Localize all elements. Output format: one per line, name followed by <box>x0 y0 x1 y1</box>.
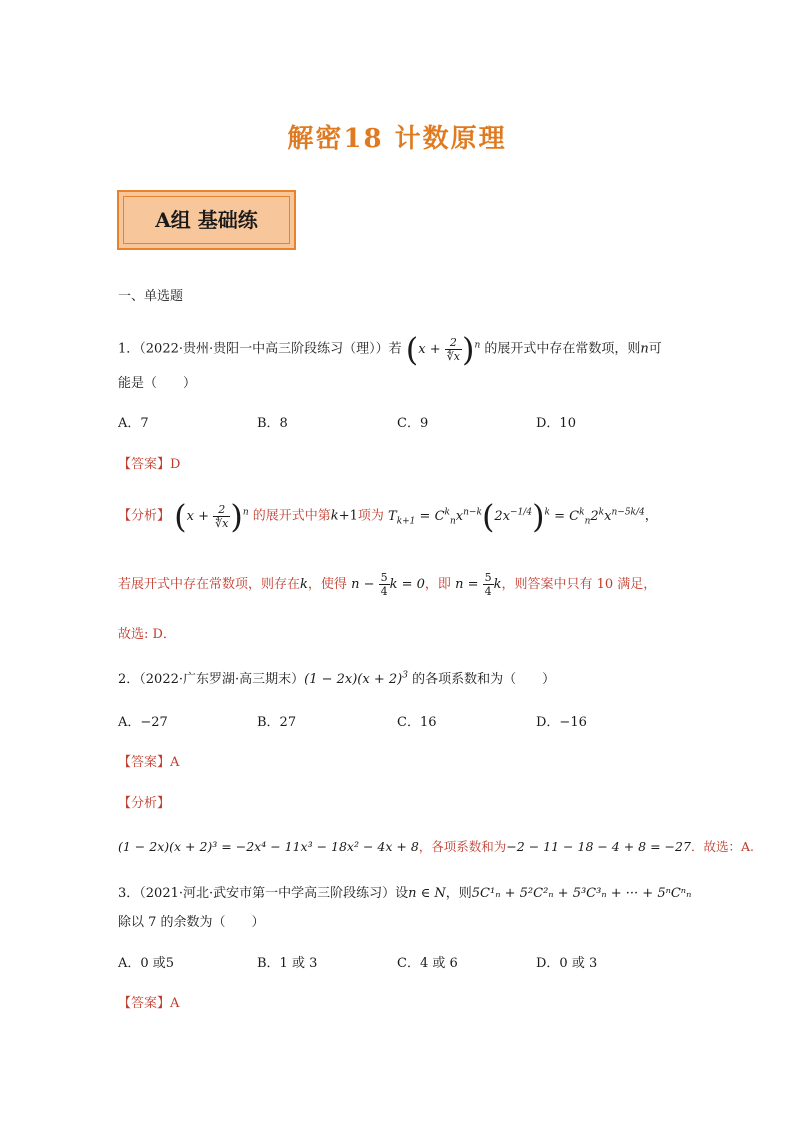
q1-analysis: 【分析】 (x + $\frac{2}{∜x}$ )$^n$ 的展开式中第k+1项为 $T_{k+1} = C^k_nx^{n-k}(2x^{-1/4})^k = C^k_n2^kx^{n-5k/4}$， <box>118 497 658 535</box>
q1-eq2-fraction: $\frac{5}{4}$ <box>484 571 492 598</box>
section-heading: 一、单选题 <box>118 289 184 304</box>
q3-option-b[interactable]: B．1 或 3 <box>257 956 318 971</box>
q1-analysis-eq1: n − $\frac{5}{4}$ k = 0 <box>351 571 425 598</box>
q1-fraction: $\frac{2}{∜x}$ <box>446 335 460 363</box>
q2-option-a[interactable]: A．−27 <box>118 715 168 730</box>
q1-analysis-text2: 项为 <box>357 508 384 524</box>
q1-analysis-binomial: (x + $\frac{2}{∜x}$ )$^n$ <box>174 497 249 535</box>
q2-analysis-sum: −2 − 11 − 18 − 4 + 8 = −27 <box>506 839 691 854</box>
q2-analysis-text: ，各项系数和为 <box>418 839 507 854</box>
q1-suffix: 的展开式中存在常数项，则 <box>484 341 641 357</box>
q1-analysis-line2-d: ，则答案中只有 10 满足， <box>501 577 657 592</box>
q1-analysis-term: $T_{k+1} = C^k_nx^{n-k}(2x^{-1/4})^k = C^k_n2^kx^{n-5k/4}$ <box>388 497 645 535</box>
q3-expr: 5C¹ₙ + 5²C²ₙ + 5³C³ₙ + ··· + 5ⁿCⁿₙ <box>471 886 692 901</box>
q1-option-c[interactable]: C．9 <box>397 416 429 431</box>
q2-analysis <box>118 837 754 855</box>
q3-option-a[interactable]: A．0 或5 <box>118 956 175 971</box>
q3-cond: n ∈ N <box>408 886 446 901</box>
q1-analysis-label: 【分析】 <box>118 508 171 524</box>
q1-option-d[interactable]: D．10 <box>536 416 576 431</box>
q2-prefix: 2．（2022·广东罗湖·高三期末） <box>118 672 305 687</box>
q1-prefix: 1．（2022·贵州·贵阳一中高三阶段练习（理））若 <box>118 341 402 357</box>
q2-analysis-choice: A. <box>740 839 754 854</box>
q3-line2: 除以 7 的余数为（ ） <box>118 915 265 930</box>
q1-answer <box>118 453 180 472</box>
q1-analysis-eq2: n = $\frac{5}{4}$ k <box>455 571 502 598</box>
q2-analysis-end: ．故选： <box>690 839 741 854</box>
q1-analysis-k2: k <box>300 577 308 592</box>
q3-answer-value: A <box>170 996 180 1011</box>
q1-analysis-k1: k <box>330 508 339 524</box>
page-title: 解密18 计数原理 <box>287 124 507 154</box>
group-label: A组 基础练 <box>155 208 258 232</box>
q2-option-d[interactable]: D．−16 <box>536 715 587 730</box>
q1-eq1-fraction: $\frac{5}{4}$ <box>380 571 388 598</box>
q1-conclusion: 故选: D． <box>118 627 176 642</box>
q2-answer-value: A <box>170 755 180 770</box>
q2-option-c[interactable]: C．16 <box>397 715 437 730</box>
q3-prefix: 3．（2021·河北·武安市第一中学高三阶段练习）设 <box>118 886 409 901</box>
q3-option-d[interactable]: D．0 或 3 <box>536 956 598 971</box>
q1-tail: 可 <box>648 341 662 357</box>
q3-mid: ，则 <box>445 886 472 901</box>
q2-answer-label: 【答案】 <box>118 755 171 770</box>
q1-analysis-line2-b: ，使得 <box>307 577 347 592</box>
q1-option-b[interactable]: B．8 <box>257 416 288 431</box>
q1-analysis-line2 <box>118 571 656 598</box>
q2-stem <box>118 668 555 687</box>
group-header-box <box>117 190 296 250</box>
q3-stem <box>118 882 691 901</box>
q1-stem <box>118 330 662 368</box>
q1-analysis-line2-a: 若展开式中存在常数项，则存在 <box>118 577 301 592</box>
q3-answer <box>118 992 179 1011</box>
q2-exp: 3 <box>402 670 408 681</box>
q3-answer-label: 【答案】 <box>118 996 171 1011</box>
q2-option-b[interactable]: B．27 <box>257 715 297 730</box>
q1-answer-label: 【答案】 <box>118 457 171 472</box>
q3-option-c[interactable]: C．4 或 6 <box>397 956 458 971</box>
q1-analysis-text1: 的展开式中第 <box>252 508 331 524</box>
q1-option-a[interactable]: A．7 <box>118 416 149 431</box>
q2-expr: (1 − 2x)(x + 2) <box>304 672 403 687</box>
q1-analysis-fraction: $\frac{2}{∜x}$ <box>215 502 229 530</box>
q1-binomial: (x + $\frac{2}{∜x}$ )$^n$ <box>405 330 481 368</box>
q2-analysis-expr: (1 − 2x)(x + 2)³ = −2x⁴ − 11x³ − 18x² − 4x + 8 <box>118 839 419 854</box>
q1-analysis-line2-c: ，即 <box>424 577 451 592</box>
q1-var: n <box>640 341 649 357</box>
q1-line2: 能是（ ） <box>118 376 197 391</box>
q2-answer <box>118 751 179 770</box>
q2-suffix: 的各项系数和为（ ） <box>412 672 556 687</box>
q1-answer-value: D <box>170 457 181 472</box>
q2-analysis-label: 【分析】 <box>118 796 171 811</box>
